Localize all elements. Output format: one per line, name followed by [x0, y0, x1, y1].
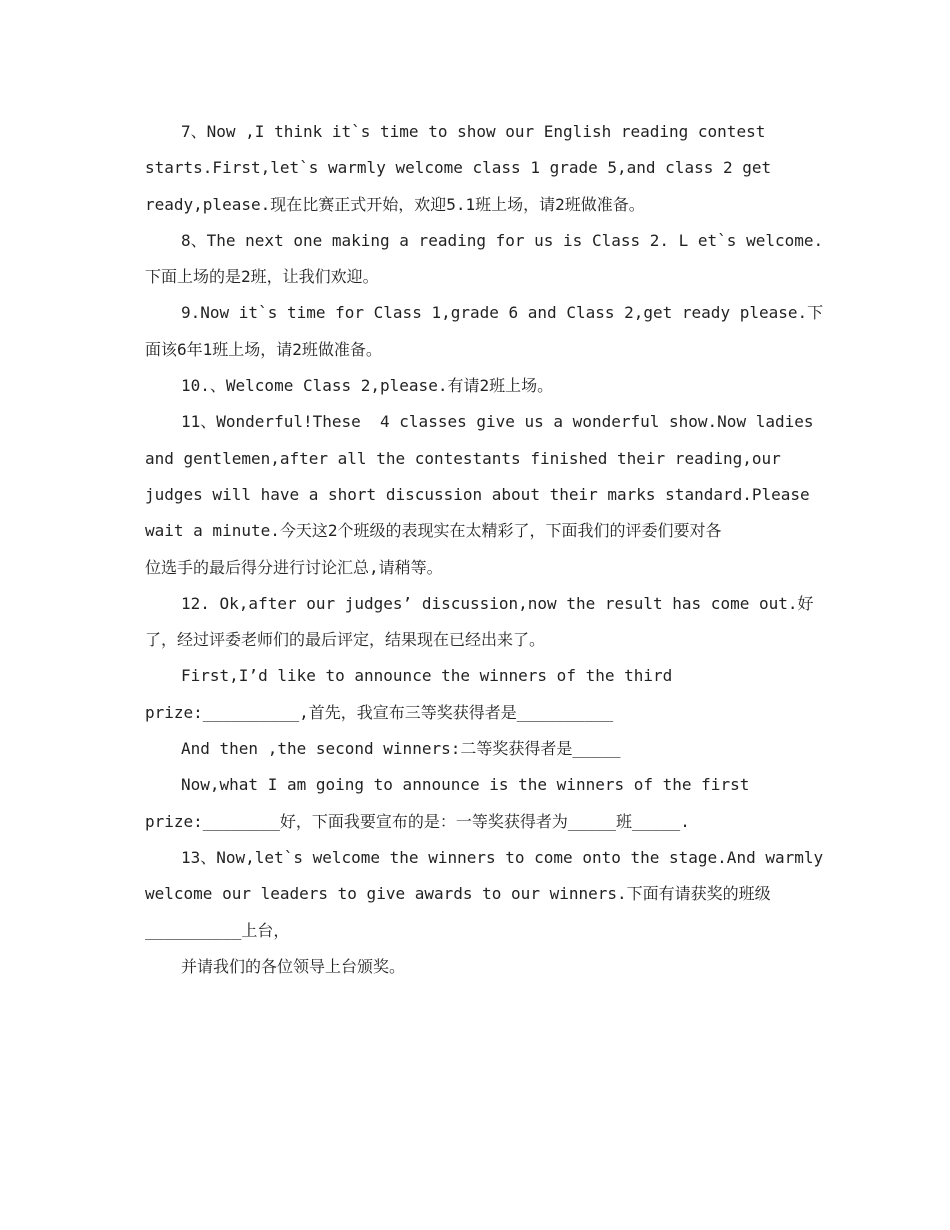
paragraph-8-line-2: 下面上场的是2班，让我们欢迎。: [145, 267, 379, 287]
paragraph-12-line-1: 12. Ok,after our judges’ discussion,now the result has come out.好: [181, 593, 814, 613]
paragraph-7-line-3: ready,please.现在比赛正式开始，欢迎5.1班上场，请2班做准备。: [145, 194, 645, 214]
third-prize-line-1: First,I’d like to announce the winners of the third: [181, 666, 673, 686]
paragraph-8-line-1: 8、The next one making a reading for us is Class 2. L et`s welcome.: [181, 230, 824, 250]
paragraph-10-line-1: 10.、Welcome Class 2,please.有请2班上场。: [181, 376, 554, 396]
paragraph-7-line-2: starts.First,let`s warmly welcome class 1 grade 5,and class 2 get: [145, 158, 772, 178]
paragraph-7-line-1: 7、Now ,I think it`s time to show our English reading contest: [181, 122, 766, 141]
paragraph-11-line-3: judges will have a short discussion about their marks standard.Please: [145, 484, 810, 504]
paragraph-11-line-2: and gentlemen,after all the contestants finished their reading,our: [145, 448, 781, 468]
third-prize-line-2: prize:__________,首先，我宣布三等奖获得者是__________: [145, 702, 614, 722]
paragraph-13-line-1: 13、Now,let`s welcome the winners to come onto the stage.And warmly: [181, 847, 824, 867]
second-prize-line: And then ,the second winners:二等奖获得者是_____: [181, 739, 621, 759]
paragraph-13-line-3: __________上台，: [145, 920, 290, 940]
closing-line: 并请我们的各位领导上台颁奖。: [181, 956, 406, 976]
paragraph-9-line-1: 9.Now it`s time for Class 1,grade 6 and Class 2,get ready please.下: [181, 303, 824, 323]
first-prize-line-2: prize:________好，下面我要宣布的是：一等奖获得者为_____班_____.: [145, 811, 690, 831]
paragraph-11-line-5: 位选手的最后得分进行讨论汇总,请稍等。: [145, 557, 443, 577]
paragraph-13-line-2: welcome our leaders to give awards to our winners.下面有请获奖的班级: [145, 884, 771, 904]
paragraph-12-line-2: 了，经过评委老师们的最后评定，结果现在已经出来了。: [145, 630, 546, 650]
document-body: [145, 114, 824, 985]
first-prize-line-1: Now,what I am going to announce is the winners of the first: [181, 775, 750, 795]
paragraph-11-line-1: 11、Wonderful!These 4 classes give us a wonderful show.Now ladies: [181, 412, 814, 432]
paragraph-9-line-2: 面该6年1班上场，请2班做准备。: [145, 339, 382, 359]
paragraph-11-line-4: wait a minute.今天这2个班级的表现实在太精彩了，下面我们的评委们要对各: [145, 521, 722, 541]
